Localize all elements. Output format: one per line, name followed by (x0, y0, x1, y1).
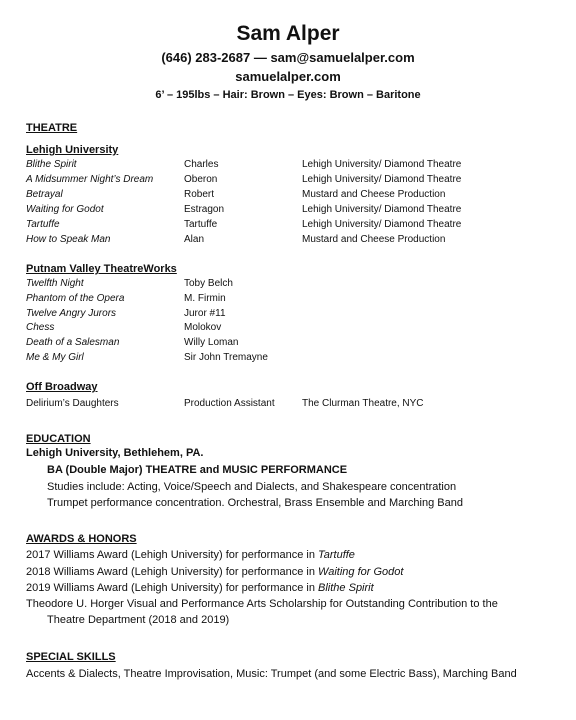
credit-role: Estragon (184, 204, 225, 215)
website: samuelalper.com (235, 69, 341, 84)
credit-show: Betrayal (26, 189, 63, 200)
credit-role: M. Firmin (184, 293, 226, 304)
award-item (26, 566, 403, 578)
credit-role: Willy Loman (184, 337, 239, 348)
credit-show: Delirium’s Daughters (26, 398, 119, 409)
award-item (26, 549, 355, 561)
credit-role: Alan (184, 234, 205, 245)
credit-row (26, 398, 566, 412)
credit-venue: Mustard and Cheese Production (302, 234, 446, 245)
putnam-heading: Putnam Valley TheatreWorks (26, 263, 177, 275)
credit-row (26, 293, 566, 307)
trumpet-concentration: Trumpet performance concentration. Orchestral, Brass Ensemble and Marching Band (47, 497, 463, 509)
credit-role: Juror #11 (184, 308, 226, 319)
credit-show: Death of a Salesman (26, 337, 120, 348)
award-text: 2017 Williams Award (Lehigh University) for performance in (26, 549, 319, 561)
credit-row (26, 322, 566, 336)
credit-show: Tartuffe (26, 219, 60, 230)
credit-role: Charles (184, 159, 219, 170)
credit-row (26, 174, 566, 188)
credit-role: Toby Belch (184, 278, 233, 289)
credit-row (26, 189, 566, 203)
credit-row (26, 234, 566, 248)
credit-role: Molokov (184, 322, 222, 333)
award-text: 2018 Williams Award (Lehigh University) for performance in (26, 566, 319, 578)
award-text: 2019 Williams Award (Lehigh University) for performance in (26, 582, 319, 594)
credit-venue: The Clurman Theatre, NYC (302, 398, 424, 409)
school-name: Lehigh University, Bethlehem, PA. (26, 447, 204, 459)
credit-show: Waiting for Godot (26, 204, 104, 215)
awards-heading: AWARDS & HONORS (26, 533, 137, 545)
credit-venue: Lehigh University/ Diamond Theatre (302, 219, 462, 230)
credit-show: Phantom of the Opera (26, 293, 125, 304)
credit-role: Oberon (184, 174, 218, 185)
credit-row (26, 204, 566, 218)
award-show: Waiting for Godot (318, 566, 404, 578)
credit-role: Robert (184, 189, 215, 200)
credit-show: Twelfth Night (26, 278, 84, 289)
credit-role: Production Assistant (184, 398, 275, 409)
credit-show: A Midsummer Night’s Dream (26, 174, 154, 185)
credit-venue: Mustard and Cheese Production (302, 189, 446, 200)
credit-venue: Lehigh University/ Diamond Theatre (302, 204, 462, 215)
credit-row (26, 352, 566, 366)
credit-show: How to Speak Man (26, 234, 111, 245)
credit-venue: Lehigh University/ Diamond Theatre (302, 159, 462, 170)
resume-name: Sam Alper (236, 22, 340, 45)
award-item (26, 582, 374, 594)
education-heading: EDUCATION (26, 433, 91, 445)
credit-show: Chess (26, 322, 55, 333)
credit-show: Me & My Girl (26, 352, 84, 363)
credit-venue: Lehigh University/ Diamond Theatre (302, 174, 462, 185)
lehigh-heading: Lehigh University (26, 144, 119, 156)
award-show: Blithe Spirit (318, 582, 374, 594)
physical-stats: 6’ – 195lbs – Hair: Brown – Eyes: Brown – Baritone (155, 89, 421, 101)
contact-info: (646) 283-2687 — sam@samuelalper.com (161, 50, 415, 65)
credit-show: Blithe Spirit (26, 159, 77, 170)
credit-show: Twelve Angry Jurors (26, 308, 117, 319)
credit-row (26, 219, 566, 233)
credit-row (26, 337, 566, 351)
degree: BA (Double Major) THEATRE and MUSIC PERFORMANCE (47, 464, 348, 476)
scholarship-line: Theatre Department (2018 and 2019) (47, 614, 230, 626)
theatre-heading: THEATRE (26, 122, 78, 134)
studies: Studies include: Acting, Voice/Speech and Dialects, and Shakespeare concentration (47, 481, 457, 493)
credit-row (26, 308, 566, 322)
credit-role: Tartuffe (184, 219, 218, 230)
scholarship-line: Theodore U. Horger Visual and Performance Arts Scholarship for Outstanding Contribution to the (26, 598, 498, 610)
skills-text: Accents & Dialects, Theatre Improvisation, Music: Trumpet (and some Electric Bass), Marching Band (26, 668, 517, 680)
credit-role: Sir John Tremayne (184, 352, 268, 363)
credit-row (26, 159, 566, 173)
offbroadway-heading: Off Broadway (26, 381, 98, 393)
award-show: Tartuffe (318, 549, 355, 561)
skills-heading: SPECIAL SKILLS (26, 651, 116, 663)
credit-row (26, 278, 566, 292)
